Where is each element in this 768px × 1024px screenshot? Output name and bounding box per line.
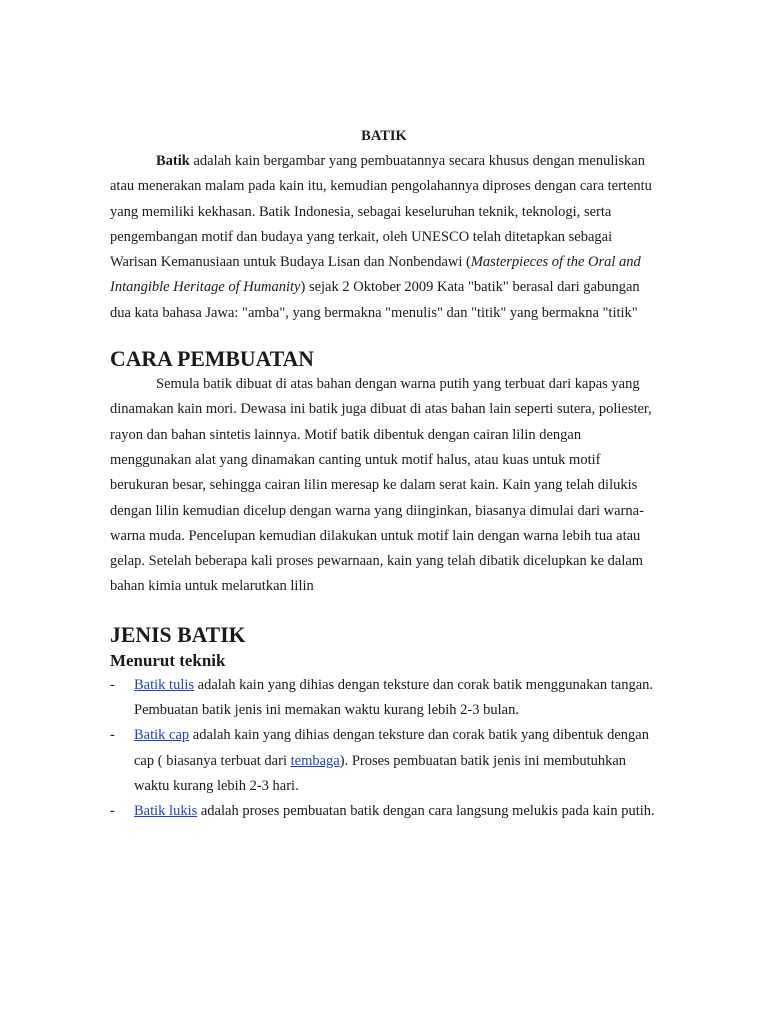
intro-text-2: ) sejak 2 Oktober 2009 Kata "batik" berasal dari gabungan dua kata bahasa Jawa: "amba", yang bermakna "menulis" dan "titik" yang bermakna "titik" (110, 279, 640, 321)
jenis-batik-heading: JENIS BATIK (110, 622, 246, 647)
batik-tulis-text: adalah kain yang dihias dengan teksture dan corak batik menggunakan tangan. Pembuatan batik jenis ini memakan waktu kurang lebih 2-3 bulan. (134, 676, 654, 719)
intro-paragraph (110, 149, 658, 326)
technique-list (110, 673, 658, 825)
bullet-dash: - (110, 803, 115, 820)
bullet-dash: - (110, 676, 115, 693)
batik-lukis-text: adalah proses pembuatan batik dengan cara langsung melukis pada kain putih. (197, 803, 655, 820)
bullet-dash: - (110, 727, 115, 744)
menurut-teknik-subheading: Menurut teknik (110, 650, 226, 670)
cara-pembuatan-heading: CARA PEMBUATAN (110, 347, 315, 372)
list-item (110, 673, 658, 724)
intro-italic-title: Masterpieces of the Oral and Intangible Heritage of Humanity (110, 254, 641, 296)
cara-pembuatan-paragraph: Semula batik dibuat di atas bahan dengan warna putih yang terbuat dari kapas yang dinamakan kain mori. Dewasa ini batik juga dibuat di atas bahan lain seperti sutera, poliester, rayon dan bahan sintetis lainnya. Motif batik dibentuk dengan cairan lilin dengan menggunakan alat yang dinamakan canting untuk motif halus, atau kuas untuk motif berukuran besar, sehingga cairan lilin meresap ke dalam serat kain. Kain yang telah dilukis dengan lilin kemudian dicelup dengan warna yang diinginkan, biasanya dimulai dari warna-warna muda. Pencelupan kemudian dilakukan untuk motif lain dengan warna lebih tua atau gelap. Setelah beberapa kali proses pewarnaan, kain yang telah dibatik dicelupkan ke dalam bahan kimia untuk melarutkan lilin (110, 376, 652, 595)
document-title: BATIK (361, 128, 407, 144)
list-item (110, 799, 658, 824)
batik-cap-link[interactable]: Batik cap (134, 727, 190, 744)
intro-text-1: adalah kain bergambar yang pembuatannya secara khusus dengan menuliskan atau menerakan malam pada kain itu, kemudian pengolahannya diproses dengan cara tertentu yang memiliki kekhasan. Batik Indonesia, sebagai keseluruhan teknik, teknologi, serta pengembangan motif dan budaya yang terkait, oleh UNESCO telah ditetapkan sebagai Warisan Kemanusiaan untuk Budaya Lisan dan Nonbendawi ( (110, 153, 652, 271)
list-item (110, 723, 658, 799)
document-page (110, 124, 658, 825)
batik-tulis-link[interactable]: Batik tulis (134, 676, 195, 693)
batik-cap-text-1: adalah kain yang dihias dengan teksture dan corak batik yang dibentuk dengan cap ( biasanya terbuat dari (134, 727, 649, 769)
batik-cap-text-2: ). Proses pembuatan batik jenis ini membutuhkan waktu kurang lebih 2-3 hari. (134, 752, 627, 794)
intro-lead-bold: Batik (156, 153, 190, 169)
tembaga-link[interactable]: tembaga (290, 752, 340, 769)
batik-lukis-link[interactable]: Batik lukis (134, 803, 198, 820)
